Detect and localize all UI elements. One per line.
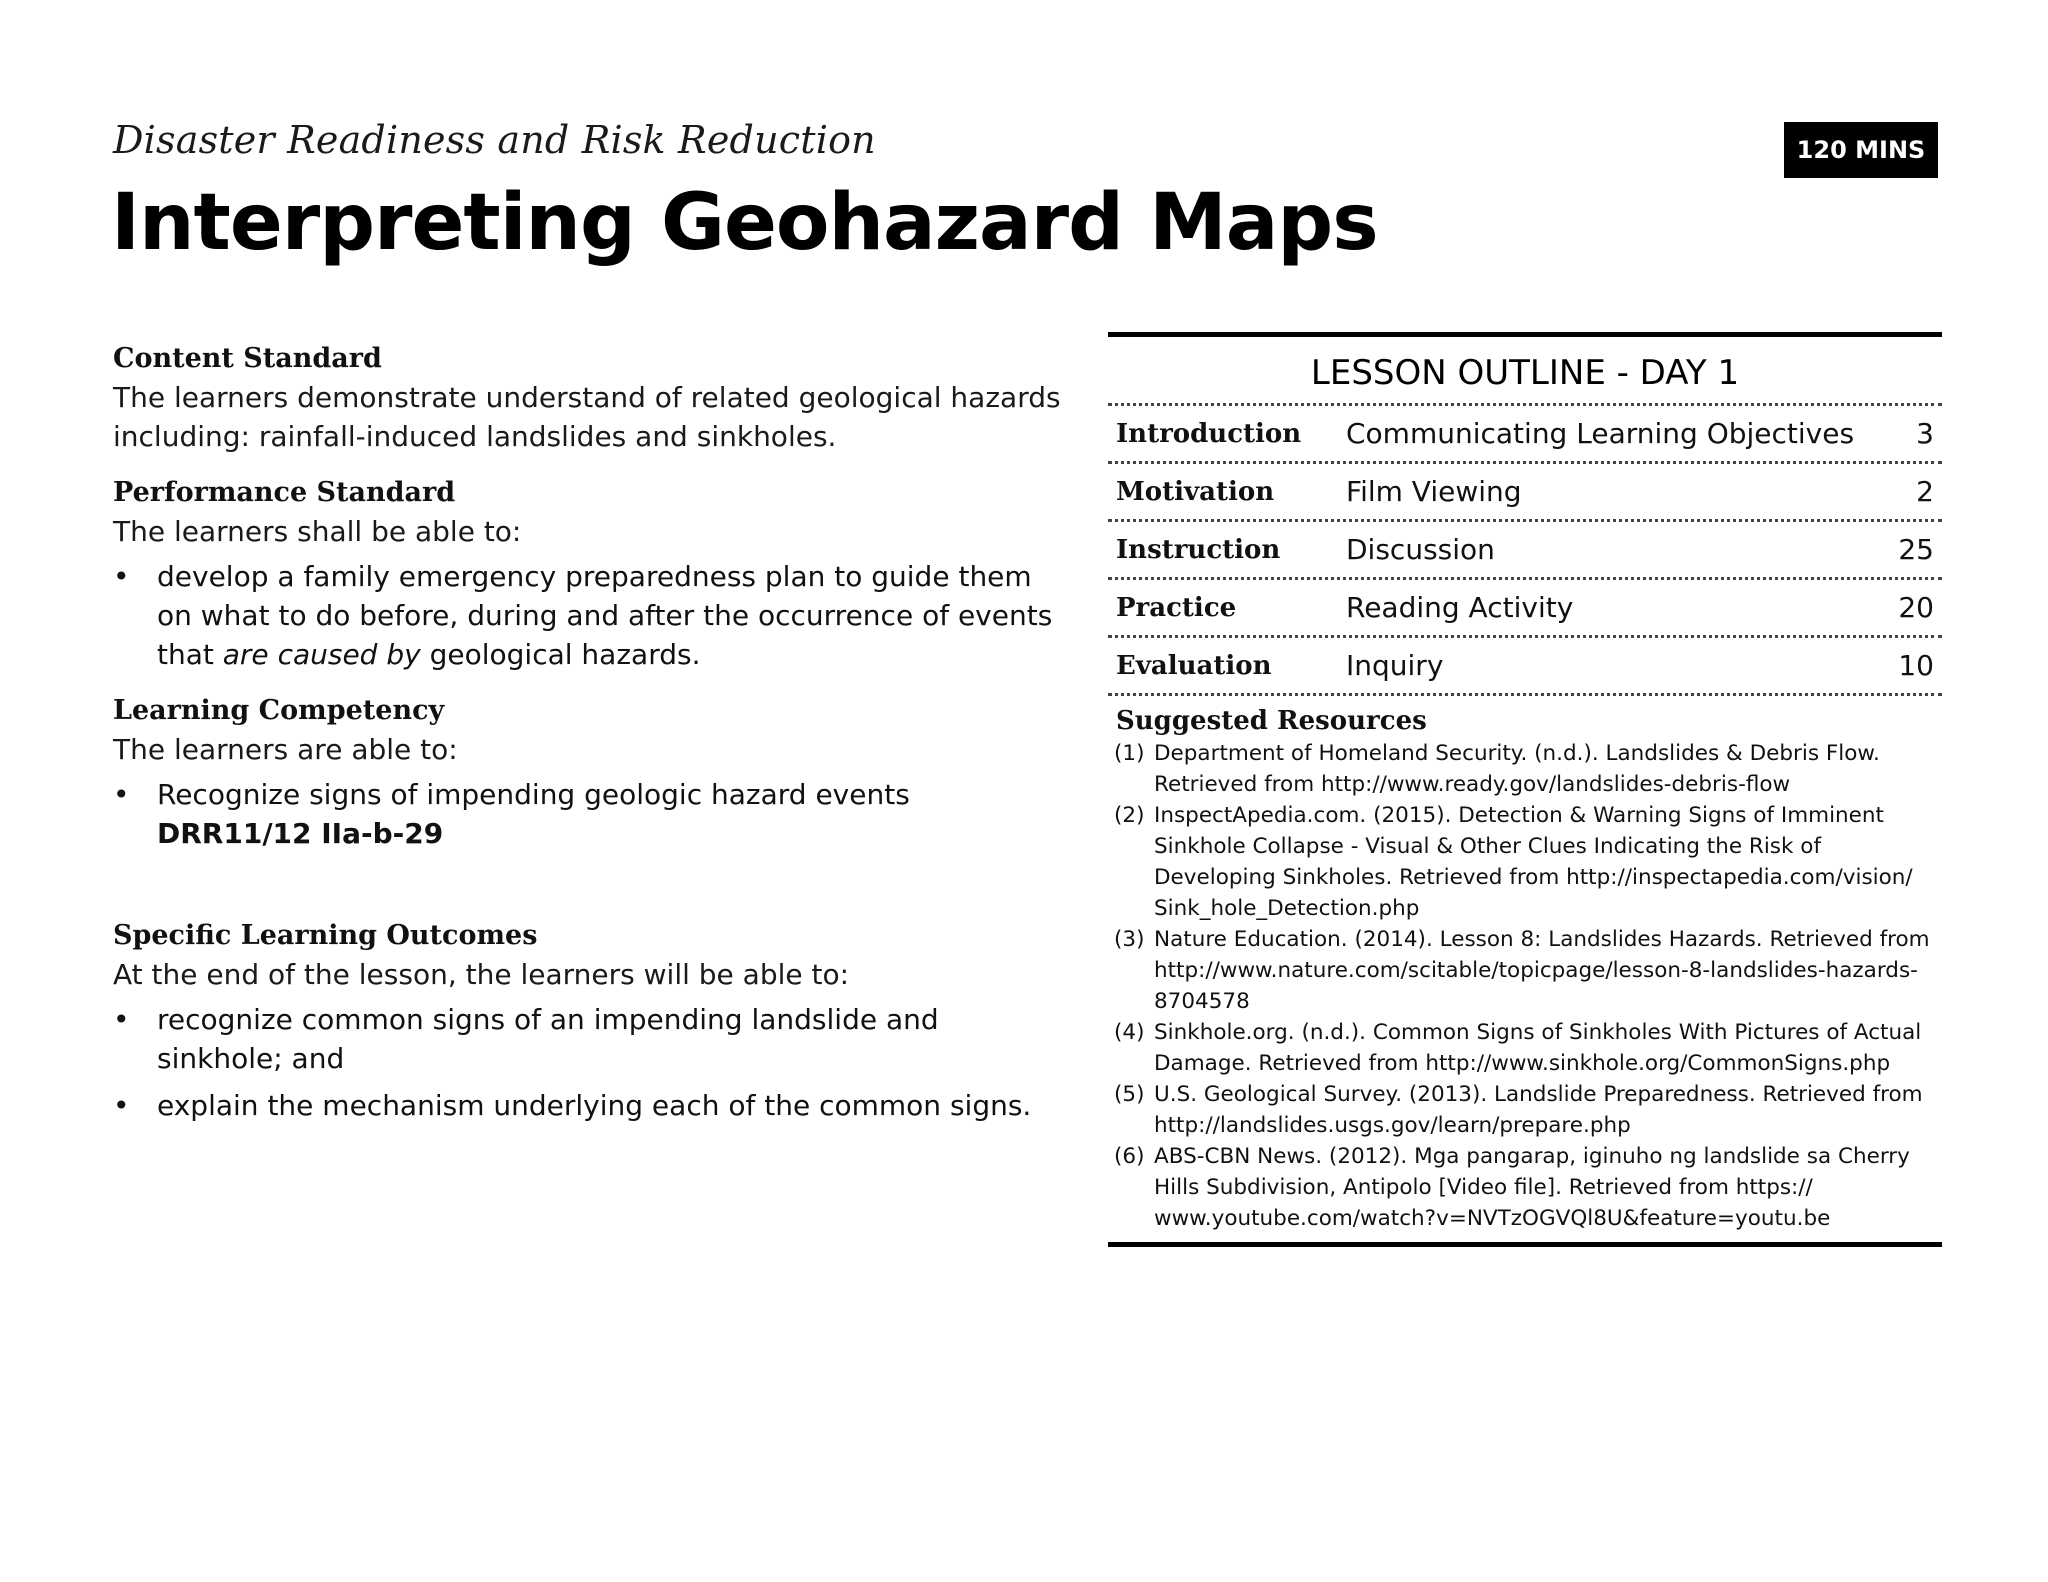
outline-activity: Film Viewing <box>1346 475 1522 508</box>
outline-phase: Introduction <box>1116 418 1302 449</box>
resources-list <box>1108 738 1942 1242</box>
bullet-italic-text: are caused by <box>222 638 421 671</box>
outcomes-intro: At the end of the lesson, the learners will be able to: <box>113 958 850 991</box>
content-standard-section <box>113 340 1073 456</box>
outline-activity: Discussion <box>1346 533 1495 566</box>
list-item: • recognize common signs of an impending landslide and sinkhole; and <box>113 1000 1073 1078</box>
outline-table <box>1108 403 1942 696</box>
resource-item <box>1108 1017 1942 1079</box>
resource-item <box>1108 738 1942 800</box>
resource-text: InspectApedia.com. (2015). Detection & Warning Signs of Imminent Sinkhole Collapse - Visual & Other Clues Indicating the Risk of Developing Sinkholes. Retrieved from http://inspectapedia.com/vision/ Sink_hole_Detection.php <box>1154 803 1913 921</box>
resource-text: ABS-CBN News. (2012). Mga pangarap, iginuho ng landslide sa Cherry Hills Subdivision, Antipolo [Video file]. Retrieved from https:// www.youtube.com/watch?v=NVTzOGVQl8U&feature=youtu.be <box>1154 1144 1910 1231</box>
learning-competency-list <box>113 775 1073 853</box>
outline-row <box>1108 403 1942 461</box>
resource-number: (1) <box>1114 741 1145 766</box>
outline-phase: Instruction <box>1116 534 1281 565</box>
outline-row <box>1108 577 1942 635</box>
outline-minutes: 2 <box>1916 475 1934 508</box>
resource-number: (3) <box>1114 927 1145 952</box>
outcomes-heading: Specific Learning Outcomes <box>113 920 538 951</box>
resource-item <box>1108 1141 1942 1234</box>
lesson-outline-panel <box>1108 332 1942 1247</box>
learning-competency-intro: The learners are able to: <box>113 733 458 766</box>
outline-activity: Reading Activity <box>1346 591 1574 624</box>
outline-row <box>1108 519 1942 577</box>
list-item <box>113 775 1073 853</box>
competency-text: Recognize signs of impending geologic hazard events <box>157 778 910 811</box>
performance-standard-intro: The learners shall be able to: <box>113 515 522 548</box>
outline-activity: Inquiry <box>1346 649 1444 682</box>
outcomes-section <box>113 917 1073 1125</box>
performance-standard-list <box>113 557 1073 674</box>
list-item: • explain the mechanism underlying each of the common signs. <box>113 1086 1073 1125</box>
resource-item <box>1108 924 1942 1017</box>
resource-text: Department of Homeland Security. (n.d.). Landslides & Debris Flow. Retrieved from http://www.ready.gov/landslides-debris-flow <box>1154 741 1880 797</box>
outline-minutes: 20 <box>1898 591 1934 624</box>
competency-code: DRR11/12 IIa-b-29 <box>157 817 444 850</box>
outline-title: LESSON OUTLINE - DAY 1 <box>1310 353 1740 393</box>
resource-item <box>1108 1079 1942 1141</box>
resource-text: U.S. Geological Survey. (2013). Landslide Preparedness. Retrieved from http://landslides.usgs.gov/learn/prepare.php <box>1154 1082 1923 1138</box>
performance-standard-section <box>113 474 1073 674</box>
outline-phase: Practice <box>1116 592 1237 623</box>
list-item <box>113 557 1073 674</box>
resources-heading: Suggested Resources <box>1116 706 1427 736</box>
resource-number: (5) <box>1114 1082 1145 1107</box>
resource-item <box>1108 800 1942 924</box>
learning-competency-section <box>113 692 1073 853</box>
outline-activity: Communicating Learning Objectives <box>1346 417 1855 450</box>
outline-phase: Evaluation <box>1116 650 1272 681</box>
resource-text: Nature Education. (2014). Lesson 8: Landslides Hazards. Retrieved from http://www.nature.com/scitable/topicpage/lesson-8-landslides-hazards-8704578 <box>1154 927 1930 1014</box>
bullet-text-end: geological hazards. <box>420 638 701 671</box>
content-standard-heading: Content Standard <box>113 343 382 374</box>
outcomes-list <box>113 1000 1073 1125</box>
resource-number: (6) <box>1114 1144 1145 1169</box>
performance-standard-heading: Performance Standard <box>113 477 456 508</box>
outline-row <box>1108 461 1942 519</box>
standards-column <box>113 340 1073 1143</box>
outline-row <box>1108 635 1942 696</box>
outline-phase: Motivation <box>1116 476 1275 507</box>
outline-minutes: 10 <box>1898 649 1934 682</box>
subject-title: Disaster Readiness and Risk Reduction <box>113 118 876 162</box>
content-standard-text: The learners demonstrate understand of related geological hazards including: rainfall-induced landslides and sinkholes. <box>113 381 1061 453</box>
resource-number: (2) <box>1114 803 1145 828</box>
page-title: Interpreting Geohazard Maps <box>111 178 1378 268</box>
outline-minutes: 25 <box>1898 533 1934 566</box>
outline-minutes: 3 <box>1916 417 1934 450</box>
duration-badge: 120 MINS <box>1784 122 1938 178</box>
resource-number: (4) <box>1114 1020 1145 1045</box>
learning-competency-heading: Learning Competency <box>113 695 445 726</box>
bullet-text: develop a family emergency preparedness plan to guide them on what to do before, during and after the occurrence of events that <box>157 560 1053 671</box>
resource-text: Sinkhole.org. (n.d.). Common Signs of Sinkholes With Pictures of Actual Damage. Retrieved from http://www.sinkhole.org/CommonSigns.php <box>1154 1020 1922 1076</box>
